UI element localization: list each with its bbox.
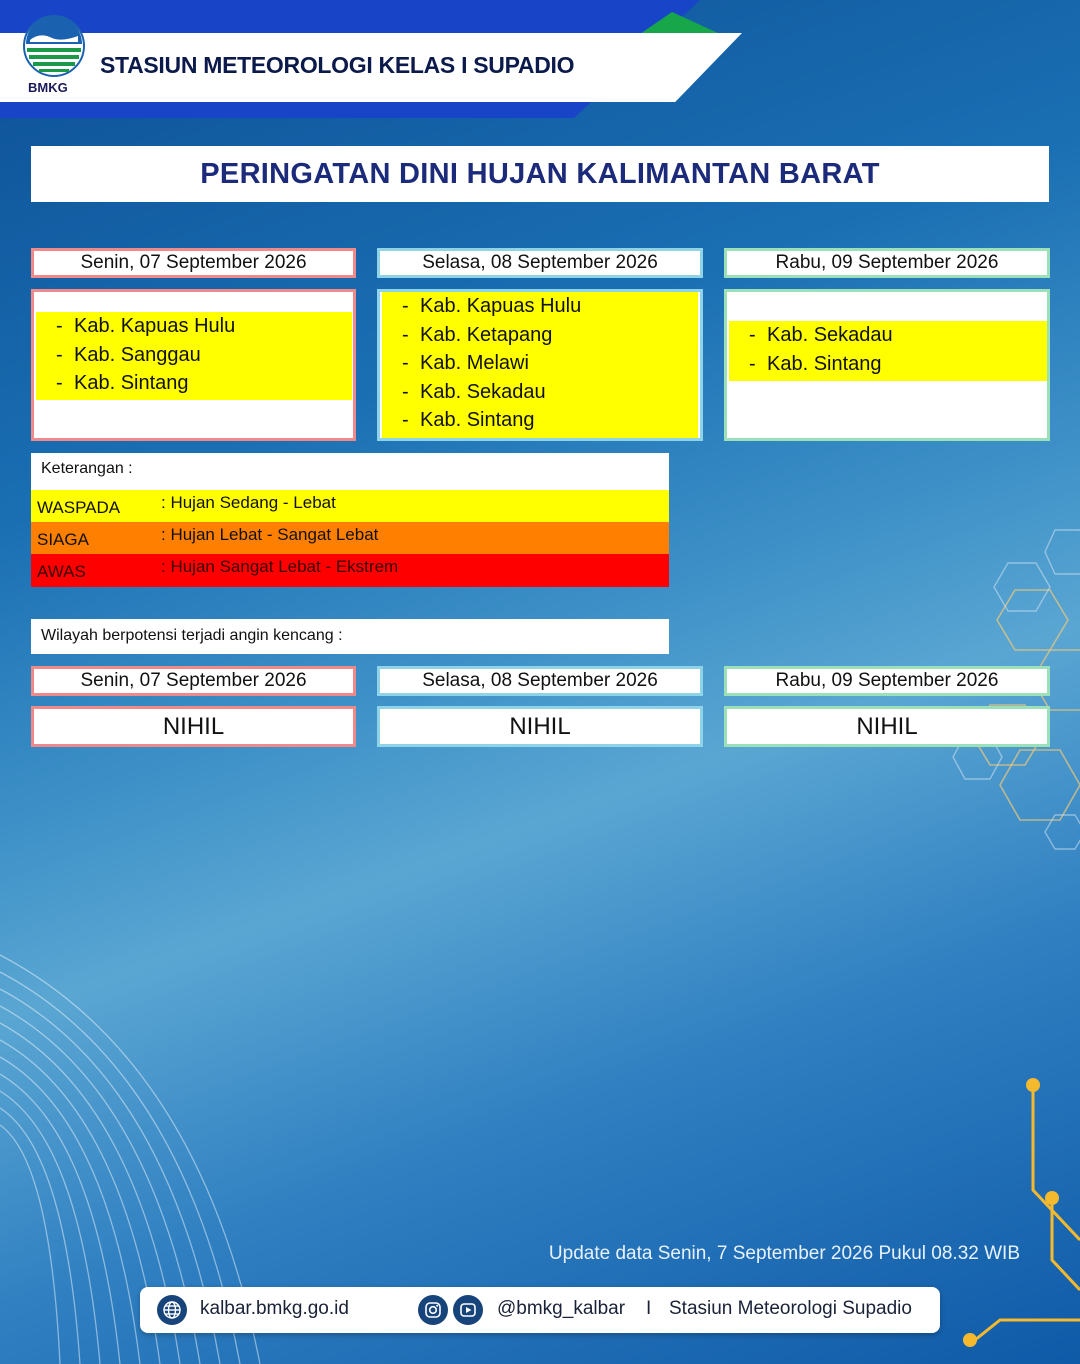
legend-level-desc: : Hujan Lebat - Sangat Lebat — [161, 525, 379, 544]
station-name: STASIUN METEOROLOGI KELAS I SUPADIO — [100, 52, 575, 78]
rain-list-day1 — [31, 289, 356, 441]
page-title: PERINGATAN DINI HUJAN KALIMANTAN BARAT — [200, 157, 880, 190]
list-item: - Kab. Sintang — [729, 350, 1047, 379]
waspada-highlight — [382, 292, 698, 438]
wind-heading: Wilayah berpotensi terjadi angin kencang : — [31, 619, 669, 654]
list-item: - Kab. Sekadau — [729, 321, 1047, 350]
instagram-icon[interactable] — [418, 1295, 448, 1325]
rain-list-day3 — [724, 289, 1050, 441]
rain-date-day2: Selasa, 08 September 2026 — [377, 248, 703, 278]
footer-bar — [140, 1287, 940, 1333]
rain-date-day1: Senin, 07 September 2026 — [31, 248, 356, 278]
social-handle[interactable]: @bmkg_kalbar — [497, 1298, 626, 1319]
legend-level-name: SIAGA — [37, 530, 89, 549]
legend-level-desc: : Hujan Sedang - Lebat — [161, 493, 336, 512]
youtube-icon[interactable] — [453, 1295, 483, 1325]
legend-level-name: AWAS — [37, 562, 86, 581]
legend-row-awas — [31, 554, 669, 587]
legend-row-siaga — [31, 522, 669, 554]
legend-level-name: WASPADA — [37, 498, 121, 517]
rain-date-day3: Rabu, 09 September 2026 — [724, 248, 1050, 278]
rain-list-day2 — [377, 289, 703, 441]
legend-row-waspada — [31, 490, 669, 522]
globe-icon[interactable] — [157, 1295, 187, 1325]
legend-level-desc: : Hujan Sangat Lebat - Ekstrem — [161, 557, 399, 576]
update-timestamp: Update data Senin, 7 September 2026 Pukul 08.32 WIB — [548, 1243, 1020, 1264]
wind-value-day1: NIHIL — [31, 706, 356, 747]
wind-date-day1: Senin, 07 September 2026 — [31, 666, 356, 696]
logo-text: BMKG — [28, 80, 68, 95]
list-item: - Kab. Melawi — [382, 349, 698, 378]
wind-date-day3: Rabu, 09 September 2026 — [724, 666, 1050, 696]
list-item: - Kab. Sintang — [382, 406, 698, 435]
list-item: - Kab. Ketapang — [382, 321, 698, 350]
list-item: - Kab. Sintang — [36, 369, 352, 398]
footer-separator: I — [646, 1298, 652, 1319]
legend-heading: Keterangan : — [41, 460, 133, 477]
legend-box — [31, 453, 669, 587]
list-item: - Kab. Sanggau — [36, 341, 352, 370]
wind-value-day3: NIHIL — [724, 706, 1050, 747]
list-item: - Kab. Kapuas Hulu — [36, 312, 352, 341]
title-box — [31, 146, 1049, 202]
waspada-highlight — [729, 321, 1047, 381]
list-item: - Kab. Sekadau — [382, 378, 698, 407]
footer-station-name: Stasiun Meteorologi Supadio — [669, 1298, 912, 1319]
wind-date-day2: Selasa, 08 September 2026 — [377, 666, 703, 696]
website-link[interactable]: kalbar.bmkg.go.id — [200, 1298, 349, 1319]
waspada-highlight — [36, 312, 352, 400]
list-item: - Kab. Kapuas Hulu — [382, 292, 698, 321]
wind-value-day2: NIHIL — [377, 706, 703, 747]
